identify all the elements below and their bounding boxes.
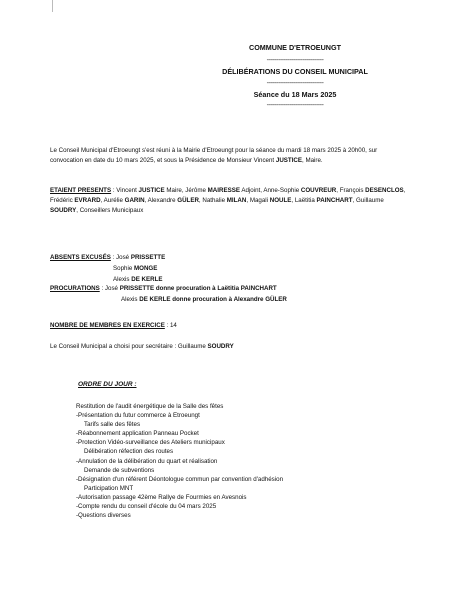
agenda-item: -Autorisation passage 42ème Rallye de Fourmies en Avesnois	[76, 493, 247, 501]
absents-sep: :	[110, 254, 117, 261]
present-text: , Aurélie	[100, 197, 125, 204]
present-text: Maire, Jérôme	[164, 187, 208, 194]
mayor-name: JUSTICE	[275, 157, 303, 164]
proc-mid: donne procuration à	[170, 296, 234, 303]
agenda-item: -Questions diverses	[76, 512, 131, 520]
presents-paragraph	[50, 186, 410, 216]
absent-first: José	[116, 254, 131, 261]
present-text: , Laëtitia	[291, 197, 317, 204]
absent-last: MONGE	[134, 265, 158, 272]
absents-section	[50, 252, 165, 285]
procuration-row	[50, 294, 287, 305]
intro-text: Le Conseil Municipal d'Etroeungt s'est réuni à la Mairie d'Etroeungt pour la séance du mardi 18 mars 2025 à 20h00, sur convocation en date du 10 mars 2025, et sous la Présidence de Monsieur Vincent	[50, 147, 378, 164]
present-text: , Conseillers Municipaux	[76, 207, 144, 214]
scan-mark	[52, 0, 53, 12]
members-count	[50, 322, 177, 329]
present-name: EVRARD	[74, 197, 101, 204]
present-text: , Nathalie	[198, 197, 227, 204]
present-name: COUVREUR	[300, 187, 337, 194]
agenda-item: -Compte rendu du conseil d'école du 04 mars 2025	[76, 503, 217, 511]
present-text: , Frédéric	[50, 187, 406, 204]
commune-name: COMMUNE D'ETROEUNGT	[249, 43, 341, 52]
session-date: Séance du 18 Mars 2025	[253, 90, 337, 99]
intro-paragraph	[50, 146, 410, 166]
absent-last: PRISSETTE	[130, 254, 166, 261]
present-text: , François	[336, 187, 366, 194]
absent-row	[50, 252, 165, 263]
proc-to: Laëtitia PAINCHART	[217, 285, 277, 292]
procurations-label: PROCURATIONS	[50, 285, 100, 292]
absent-last: DE KERLE	[131, 276, 163, 283]
absent-first: Alexis	[113, 276, 132, 283]
present-name: NOULE	[269, 197, 292, 204]
presents-label: ETAIENT PRESENTS	[50, 187, 112, 194]
agenda-item: Tarifs salle des fêtes	[84, 421, 141, 429]
proc-from-last: DE KERLE	[139, 296, 171, 303]
header-divider: ------------------------------	[266, 78, 324, 87]
absent-row	[50, 263, 165, 274]
present-text: , Alexandre	[144, 197, 178, 204]
procurations-sep: :	[99, 285, 105, 292]
agenda-item: -Désignation d'un référent Déontologue commun par convention d'adhésion	[76, 475, 284, 483]
secretary-name: SOUDRY	[207, 343, 234, 350]
present-name: SOUDRY	[50, 207, 77, 214]
agenda-list	[76, 402, 406, 520]
presents-sep: :	[111, 187, 117, 194]
present-text: , Guillaume	[352, 197, 384, 204]
present-name: JUSTICE	[138, 187, 165, 194]
secretary-line	[50, 343, 234, 350]
secretary-text: Le Conseil Municipal a choisi pour secrétaire : Guillaume	[50, 343, 208, 350]
members-label: NOMBRE DE MEMBRES EN EXERCICE	[50, 322, 165, 329]
agenda-item: Restitution de l'audit énergétique de la Salle des fêtes	[76, 403, 224, 410]
proc-from-first: José	[104, 285, 120, 292]
intro-text-end: , Maire.	[302, 157, 323, 164]
proc-mid: donne procuration à	[154, 285, 218, 292]
present-text: , Magali	[246, 197, 270, 204]
proc-from-last: PRISSETTE	[119, 285, 155, 292]
header-divider: ------------------------------	[266, 100, 324, 109]
present-name: GÜLER	[177, 197, 199, 204]
present-name: MILAN	[226, 197, 247, 204]
present-name: PAINCHART	[316, 197, 353, 204]
proc-from-first: Alexis	[121, 296, 140, 303]
procurations-section	[50, 283, 287, 305]
present-name: MAIRESSE	[207, 187, 240, 194]
present-name: DESENCLOS	[365, 187, 404, 194]
absents-label: ABSENTS EXCUSÉS	[50, 254, 111, 261]
agenda-title: ORDRE DU JOUR :	[78, 381, 137, 388]
agenda-item: -Annulation de la délibération du quart et réalisation	[76, 457, 218, 465]
document-title: DÉLIBÉRATIONS DU CONSEIL MUNICIPAL	[222, 67, 368, 76]
agenda-item: -Réabonnement application Panneau Pocket	[76, 430, 199, 438]
agenda-item: Demande de subventions	[84, 466, 155, 474]
agenda-item: Délibération réfection des routes	[84, 448, 174, 456]
members-value: : 14	[164, 322, 177, 329]
absent-first: Sophie	[113, 265, 134, 272]
agenda-item: Participation MNT	[84, 484, 134, 492]
present-name: GARIN	[124, 197, 145, 204]
agenda-item: -Présentation du futur commerce à Etroeungt	[76, 412, 200, 420]
agenda-item: -Protection Vidéo-surveillance des Ateliers municipaux	[76, 439, 225, 447]
present-text: Vincent	[116, 187, 139, 194]
proc-to: Alexandre GÜLER	[233, 296, 287, 303]
header-divider: ------------------------------	[266, 55, 324, 64]
procuration-row	[50, 283, 287, 294]
present-text: Adjoint, Anne-Sophie	[239, 187, 301, 194]
